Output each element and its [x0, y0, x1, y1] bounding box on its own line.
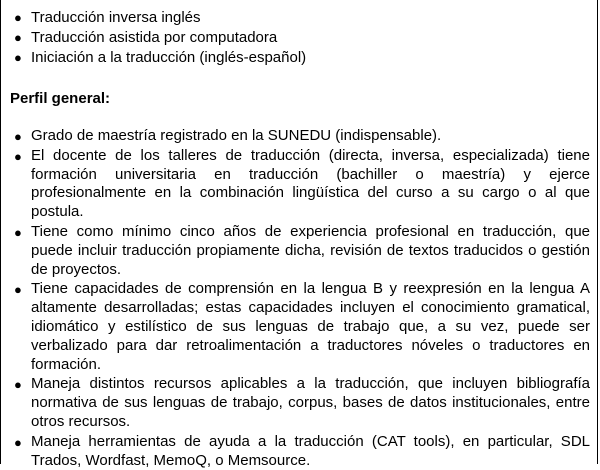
profile-item-text: Tiene como mínimo cinco años de experiencia profesional en traducción, que puede incluir traducción propiamente dicha, revisión de textos traducidos o gestión de proyectos. — [31, 222, 590, 278]
profile-item — [10, 433, 590, 470]
course-item — [10, 28, 590, 48]
bullet-icon: ● — [14, 10, 22, 25]
bullet-icon: ● — [14, 434, 22, 450]
course-item — [10, 8, 590, 28]
course-list — [10, 8, 590, 68]
profile-item — [10, 223, 590, 279]
profile-item-text: Maneja distintos recursos aplicables a la traducción, que incluyen bibliografía normativa de sus lenguas de trabajo, corpus, bases de datos institucionales, entre otros recursos. — [31, 375, 590, 430]
profile-item — [10, 127, 590, 146]
course-item-text: Traducción inversa inglés — [31, 9, 201, 26]
section-title: Perfil general: — [10, 90, 111, 107]
profile-item-text: Grado de maestría registrado en la SUNEDU (indispensable). — [31, 127, 442, 144]
profile-item-text: El docente de los talleres de traducción (directa, inversa, especializada) tiene formación universitaria en traducción (bachiller o maestría) y ejerce profesionalmente en la combinación lingüística del curso a su cargo o al que postula. — [31, 146, 590, 221]
bullet-icon: ● — [14, 148, 22, 164]
bullet-icon: ● — [14, 224, 22, 240]
bullet-icon: ● — [14, 129, 22, 144]
course-item — [10, 48, 590, 68]
bullet-icon: ● — [14, 30, 22, 45]
profile-item — [10, 280, 590, 374]
profile-item-text: Maneja herramientas de ayuda a la traducción (CAT tools), en particular, SDL Trados, Wordfast, MemoQ, o Memsource. — [31, 432, 590, 469]
bullet-icon: ● — [14, 377, 22, 393]
profile-item — [10, 147, 590, 222]
document-content — [10, 8, 590, 470]
course-item-text: Traducción asistida por computadora — [31, 29, 278, 46]
bullet-icon: ● — [14, 50, 22, 65]
profile-item-text: Tiene capacidades de comprensión en la lengua B y reexpresión en la lengua A altamente desarrolladas; estas capacidades incluyen el conocimiento gramatical, idiomático y estilístico de sus lenguas de trabajo que, a su vez, puede ser verbalizado para dar retroalimentación a traductores nóveles o traductores en formación. — [31, 280, 590, 373]
profile-list — [10, 127, 590, 470]
bullet-icon: ● — [14, 282, 22, 298]
course-item-text: Iniciación a la traducción (inglés-español) — [31, 49, 307, 66]
profile-item — [10, 375, 590, 431]
